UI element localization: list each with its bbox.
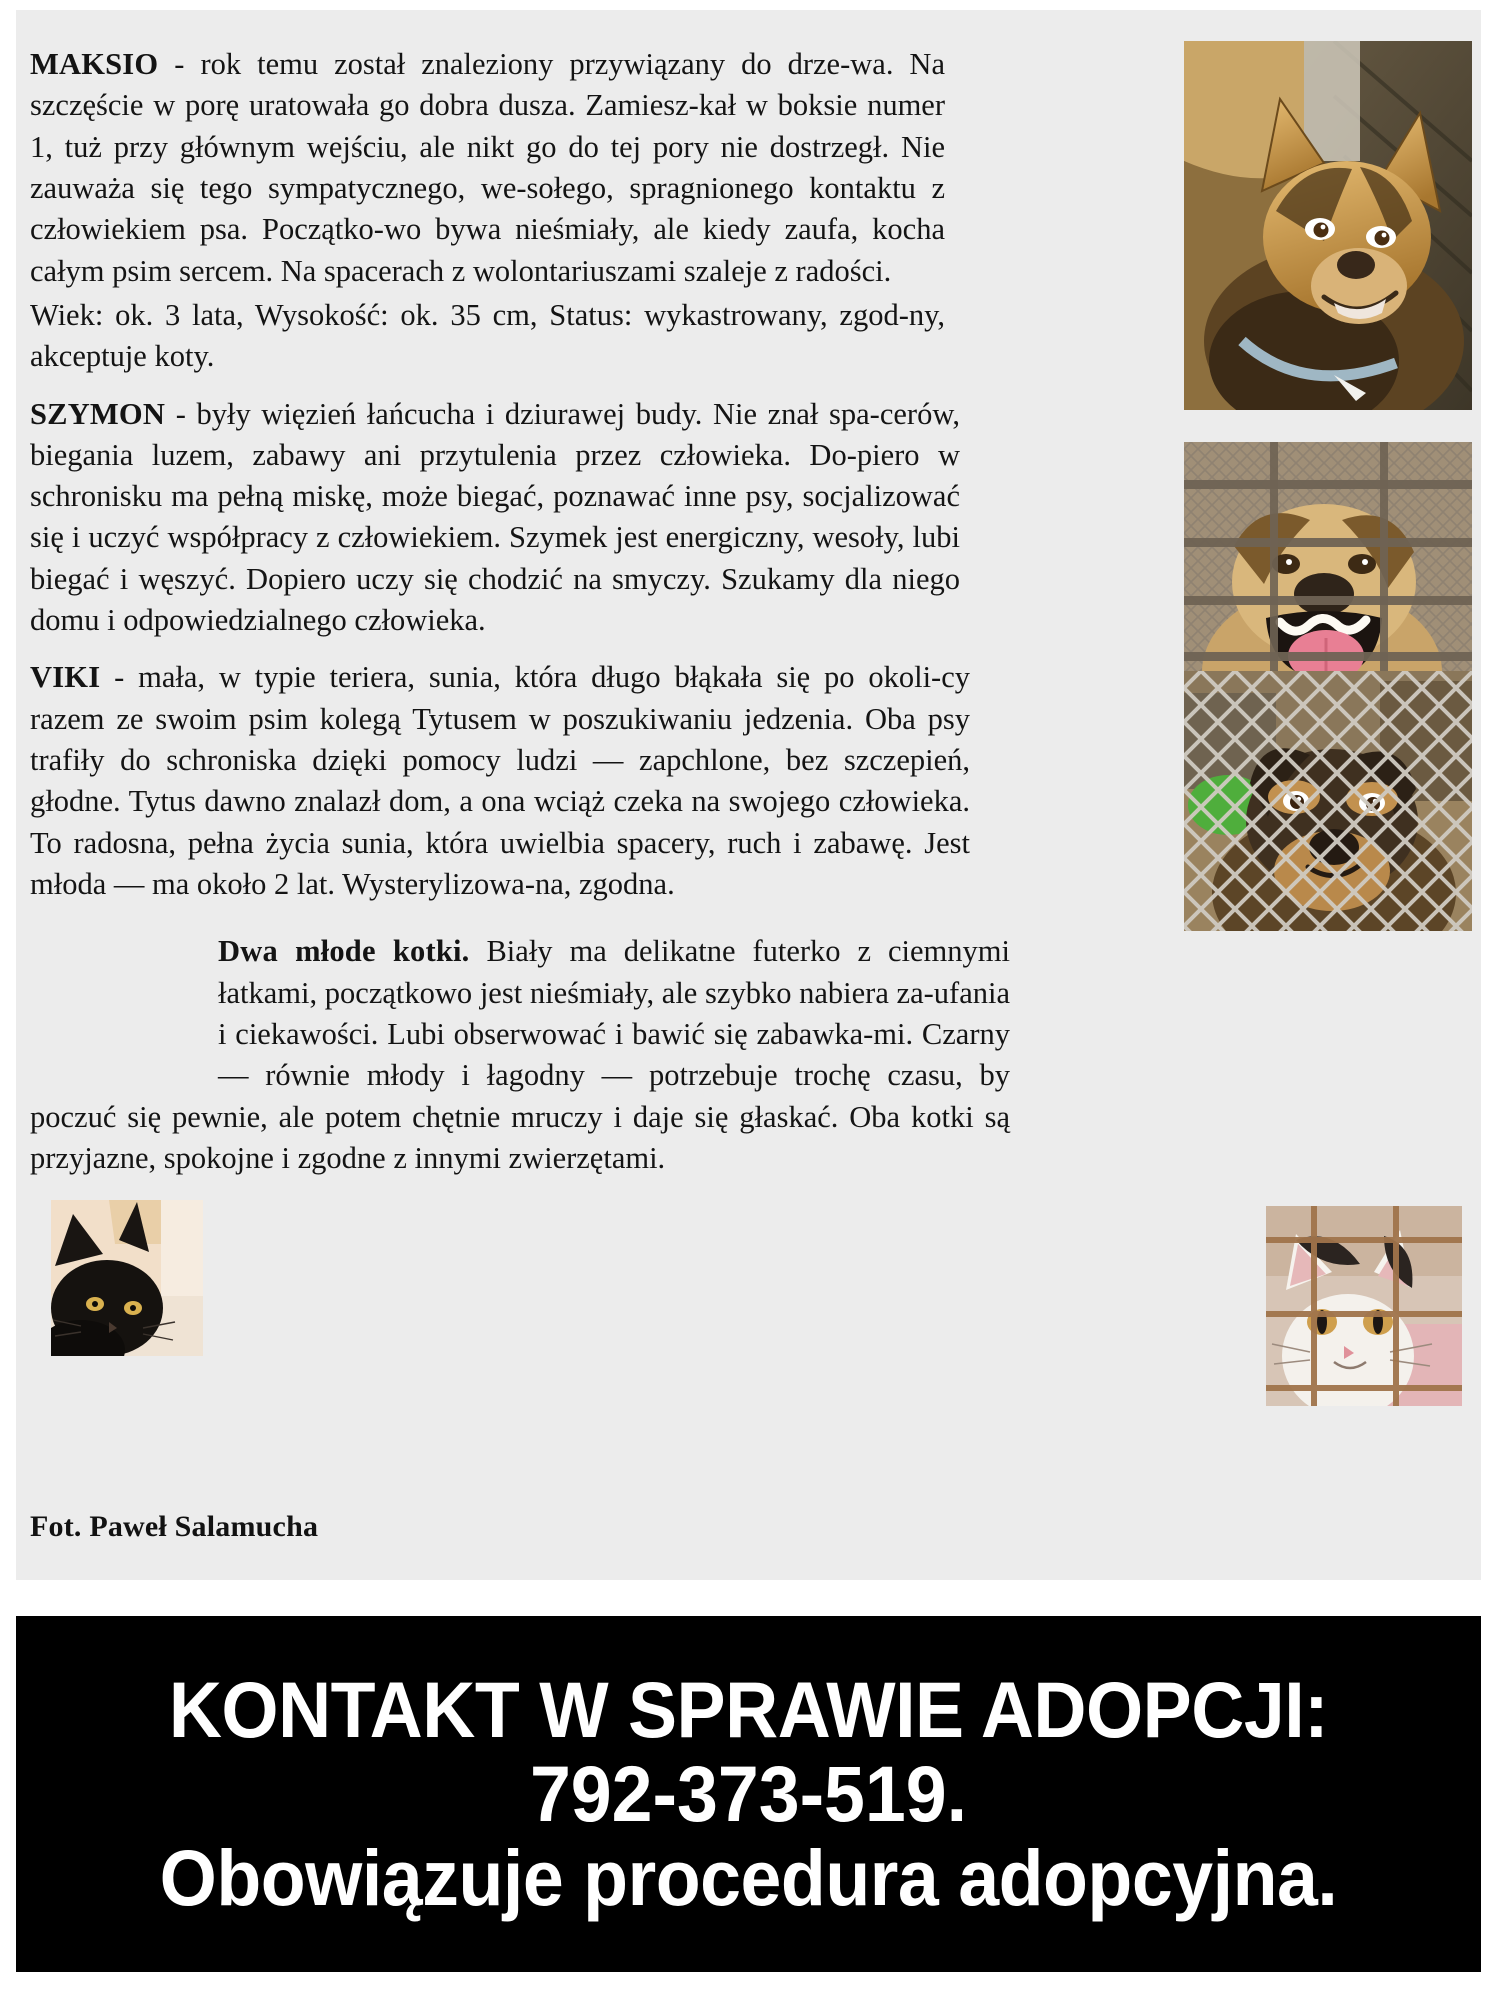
article-body — [16, 10, 1481, 1580]
maksio-photo — [1184, 41, 1472, 410]
entry-maksio-body: - rok temu został znaleziony przywiązany do drze-wa. Na szczęście w porę uratowała go dobra dusza. Zamiesz-kał w boksie numer 1, tuż przy głównym wejściu, ale nikt go do tej pory nie dostrzegł. Nie zauważa się tego sympatycznego, we-sołego, spragnionego kontaktu z człowiekiem psa. Początko-wo bywa nieśmiały, ale kiedy zaufa, kocha całym psim sercem. Na spacerach z wolontariuszami szaleje z radości. — [30, 47, 945, 288]
entry-maksio-stats: Wiek: ok. 3 lata, Wysokość: ok. 35 cm, Status: wykastrowany, zgod-ny, akceptuje koty. — [30, 297, 945, 374]
entry-kotki-block — [30, 931, 1220, 1179]
contact-banner-line-3: Obowiązuje procedura adopcyjna. — [159, 1832, 1338, 1922]
contact-banner — [16, 1616, 1481, 1972]
entry-szymon-lead: SZYMON — [30, 396, 166, 431]
cat-black-photo-float — [48, 935, 200, 1091]
entry-viki-lead: VIKI — [30, 660, 101, 695]
entry-maksio-paragraph — [30, 44, 945, 292]
szymon-photo — [1184, 442, 1472, 703]
entry-viki-body: - mała, w typie teriera, sunia, która długo błąkała się po okoli-cy razem ze swoim psim kolegą Tytusem w poszukiwaniu jedzenia. Oba psy trafiły do schroniska dzięki pomocy ludzi — zapchlone, bez szczepień, głodne. Tytus dawno znalazł dom, a ona wciąż czeka na swojego człowieka. To radosna, pełna życia sunia, która uwielbia spacery, ruch i zabawę. Jest młoda — ma około 2 lat. Wysterylizowa-na, zgodna. — [30, 660, 970, 901]
viki-photo — [1184, 671, 1472, 931]
article-text-column — [30, 44, 1220, 1179]
contact-banner-line-1: KONTAKT W SPRAWIE ADOPCJI: — [168, 1665, 1329, 1755]
entry-szymon-body: - były więzień łańcucha i dziurawej budy. Nie znał spa-cerów, biegania luzem, zabawy ani przytulenia przez człowieka. Do-piero w schronisku ma pełną miskę, może biegać, poznawać inne psy, socjalizować się i uczyć współpracy z człowiekiem. Szymek jest energiczny, wesoły, lubi biegać i węszyć. Dopiero uczy się chodzić na smyczy. Szukamy dla niego domu i odpowiedzialnego człowieka. — [30, 396, 960, 638]
contact-banner-phone[interactable]: 792-373-519. — [529, 1749, 968, 1839]
entry-kotki-body: Biały ma delikatne futerko z ciemnymi łatkami, początkowo jest nieśmiały, ale szybko nabiera za-ufania i ciekawości. Lubi obserwować i bawić się zabawka-mi. Czarny — równie młody i łagodny — potrzebuje trochę czasu, by poczuć się pewnie, ale potem chętnie mruczy i daje się głaskać. Oba kotki są przyjazne, spokojne i zgodne z innymi zwierzętami. — [30, 934, 1010, 1175]
cat-white-photo — [1266, 1206, 1462, 1406]
entry-viki-paragraph — [30, 657, 970, 905]
cat-black-photo — [51, 1200, 203, 1356]
entry-kotki-lead: Dwa młode kotki. — [218, 934, 470, 969]
cat-white-photo-float — [1024, 935, 1220, 1135]
entry-szymon-paragraph — [30, 394, 960, 642]
entry-maksio-lead: MAKSIO — [30, 47, 159, 81]
photo-credit: Fot. Paweł Salamucha — [30, 1510, 319, 1543]
